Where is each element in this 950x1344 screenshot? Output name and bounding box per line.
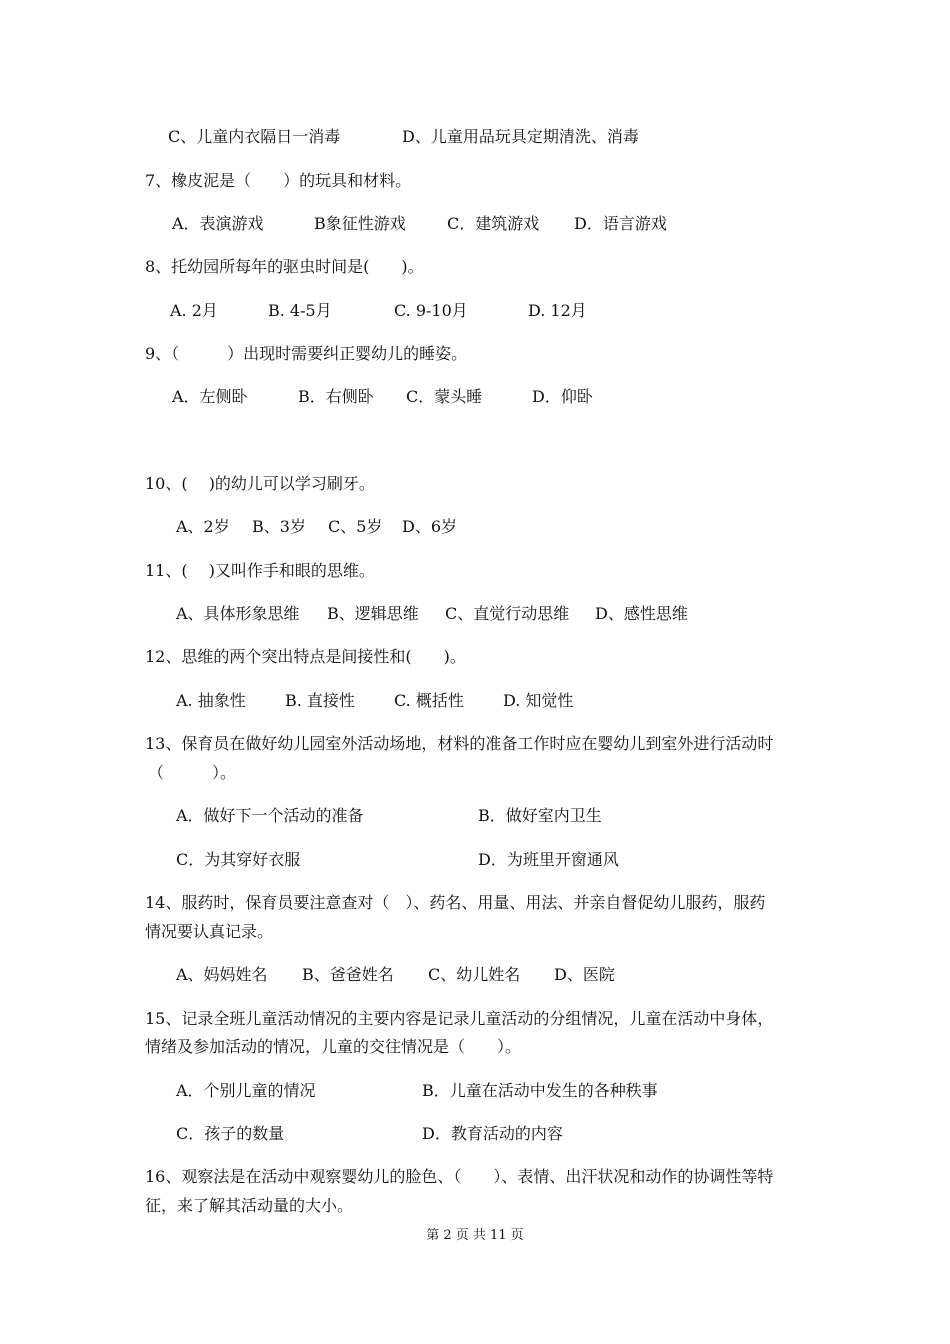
option-q7-a: A．表演游戏 (172, 214, 264, 233)
question-q16-stem-line2: 征，来了解其活动量的大小。 (145, 1196, 354, 1215)
option-q6-c: C、儿童内衣隔日一消毒 (168, 127, 341, 146)
option-q11-c: C、直觉行动思维 (445, 604, 570, 623)
question-q14-stem-line2: 情况要认真记录。 (145, 922, 274, 941)
option-q15-b: B．儿童在活动中发生的各种秩事 (422, 1081, 658, 1100)
option-q15-c: C．孩子的数量 (176, 1124, 285, 1143)
question-q13-stem-line2: （ ）。 (148, 763, 237, 782)
option-q14-d: D、医院 (554, 965, 615, 984)
option-q13-b: B．做好室内卫生 (478, 806, 602, 825)
option-q15-a: A．个别儿童的情况 (176, 1081, 316, 1100)
option-q10-b: B、3岁 (252, 517, 306, 536)
option-q9-b: B．右侧卧 (298, 387, 374, 406)
option-q7-d: D．语言游戏 (574, 214, 667, 233)
question-q14-stem-line1: 14、服药时，保育员要注意查对（ ）、药名、用量、用法、并亲自督促幼儿服药，服药 (145, 893, 766, 912)
question-q15-stem-line2: 情绪及参加活动的情况，儿童的交往情况是（ ）。 (145, 1037, 522, 1056)
question-q16-stem-line1: 16、观察法是在活动中观察婴幼儿的脸色、（ ）、表情、出汗状况和动作的协调性等特 (145, 1167, 774, 1186)
option-q9-c: C．蒙头睡 (406, 387, 483, 406)
option-q10-d: D、6岁 (402, 517, 458, 536)
question-q8-stem: 8、托幼园所每年的驱虫时间是( )。 (145, 257, 424, 276)
question-q10-stem: 10、( )的幼儿可以学习刷牙。 (145, 474, 375, 493)
option-q8-a: A. 2月 (170, 301, 218, 320)
option-q13-d: D．为班里开窗通风 (478, 850, 619, 869)
page-number: 第 2 页 共 11 页 (426, 1228, 524, 1243)
question-q7-stem: 7、橡皮泥是（ ）的玩具和材料。 (145, 171, 412, 190)
option-q12-a: A. 抽象性 (176, 691, 246, 710)
option-q13-a: A．做好下一个活动的准备 (176, 806, 364, 825)
option-q9-a: A．左侧卧 (172, 387, 248, 406)
option-q9-d: D．仰卧 (532, 387, 593, 406)
option-q13-c: C．为其穿好衣服 (176, 850, 301, 869)
option-q12-c: C. 概括性 (394, 691, 464, 710)
option-q14-c: C、幼儿姓名 (428, 965, 521, 984)
option-q7-c: C．建筑游戏 (447, 214, 540, 233)
option-q8-b: B. 4-5月 (268, 301, 332, 320)
option-q10-c: C、5岁 (328, 517, 383, 536)
question-q15-stem-line1: 15、记录全班儿童活动情况的主要内容是记录儿童活动的分组情况，儿童在活动中身体， (145, 1009, 774, 1028)
option-q6-d: D、儿童用品玩具定期清洗、消毒 (402, 127, 639, 146)
option-q11-b: B、逻辑思维 (327, 604, 419, 623)
option-q10-a: A、2岁 (176, 517, 230, 536)
option-q14-b: B、爸爸姓名 (302, 965, 394, 984)
question-q11-stem: 11、( )又叫作手和眼的思维。 (145, 561, 375, 580)
option-q8-d: D. 12月 (528, 301, 587, 320)
question-q9-stem: 9、（ ）出现时需要纠正婴幼儿的睡姿。 (145, 344, 468, 363)
question-q13-stem-line1: 13、保育员在做好幼儿园室外活动场地，材料的准备工作时应在婴幼儿到室外进行活动时 (145, 734, 774, 753)
option-q12-b: B. 直接性 (285, 691, 355, 710)
option-q11-a: A、具体形象思维 (176, 604, 300, 623)
option-q14-a: A、妈妈姓名 (176, 965, 268, 984)
option-q8-c: C. 9-10月 (394, 301, 468, 320)
question-q12-stem: 12、思维的两个突出特点是间接性和( )。 (145, 647, 466, 666)
option-q12-d: D. 知觉性 (503, 691, 574, 710)
option-q7-b: B象征性游戏 (314, 214, 406, 233)
option-q15-d: D．教育活动的内容 (422, 1124, 563, 1143)
option-q11-d: D、感性思维 (595, 604, 688, 623)
